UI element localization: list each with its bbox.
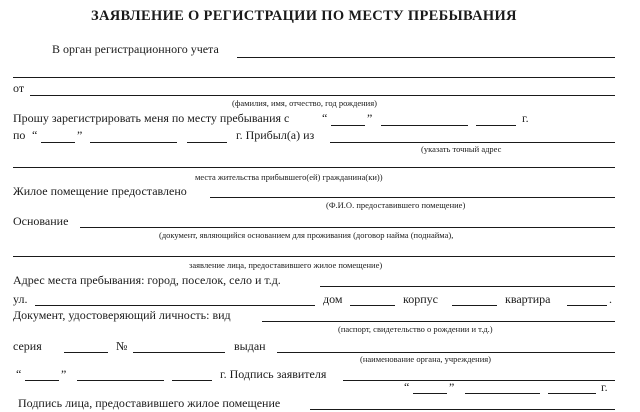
applicant-signature-label: г. Подпись заявителя [220, 367, 327, 381]
applicant-year-field[interactable] [172, 380, 212, 381]
stay-address-label: Адрес места пребывания: город, поселок, село и т.д. [13, 273, 281, 287]
issued-by-caption: (наименование органа, учреждения) [360, 354, 492, 364]
quote-open-2: “ [32, 128, 38, 142]
from-month-field[interactable] [381, 125, 468, 126]
form-title: ЗАЯВЛЕНИЕ О РЕГИСТРАЦИИ ПО МЕСТУ ПРЕБЫВАНИЯ [91, 8, 517, 24]
basis-caption: (документ, являющийся основанием для проживания (договор найма (поднайма), [159, 230, 454, 240]
apartment-field[interactable] [567, 305, 607, 306]
basis-field[interactable] [80, 227, 615, 228]
organ-field-continued[interactable] [13, 77, 615, 78]
quote-close-4: ” [449, 380, 455, 394]
to-day-field[interactable] [41, 142, 75, 143]
request-label: Прошу зарегистрировать меня по месту пребывания с [13, 111, 290, 125]
applicant-name-field[interactable] [30, 95, 615, 96]
number-field[interactable] [133, 352, 225, 353]
quote-open-3: “ [16, 367, 22, 381]
house-field[interactable] [350, 305, 395, 306]
quote-close-3: ” [61, 367, 67, 381]
quote-open-4: “ [404, 380, 410, 394]
housing-provider-field[interactable] [210, 197, 615, 198]
issued-label: выдан [234, 339, 266, 353]
from-label: от [13, 81, 25, 95]
organ-label: В орган регистрационного учета [52, 42, 219, 56]
apartment-period: . [609, 292, 612, 306]
applicant-signature-field[interactable] [343, 380, 615, 381]
organ-field[interactable] [237, 57, 615, 58]
series-label: серия [13, 339, 42, 353]
year-suffix: г. [522, 111, 529, 125]
applicant-month-field[interactable] [77, 380, 164, 381]
house-label: дом [323, 292, 343, 306]
basis-caption-continued: заявление лица, предоставившего жилое помещение) [189, 260, 383, 270]
to-month-field[interactable] [90, 142, 177, 143]
number-sign: № [116, 339, 128, 353]
previous-residence-caption: места жительства прибывшего(ей) гражданина(ки)) [195, 172, 383, 182]
id-doc-type-field[interactable] [262, 321, 615, 322]
address-caption: (указать точный адрес [421, 144, 502, 154]
quote-open: “ [322, 111, 328, 125]
issued-by-field[interactable] [277, 352, 615, 353]
to-year-field[interactable] [187, 142, 227, 143]
from-day-field[interactable] [331, 125, 365, 126]
provider-year-suffix: г. [601, 380, 608, 394]
building-field[interactable] [452, 305, 497, 306]
arrived-label: г. Прибыл(а) из [236, 128, 315, 142]
quote-close: ” [367, 111, 373, 125]
from-year-field[interactable] [476, 125, 516, 126]
housing-provider-caption: (Ф.И.О. предоставившего помещение) [326, 200, 466, 210]
building-label: корпус [403, 292, 438, 306]
arrived-from-field[interactable] [330, 142, 615, 143]
applicant-day-field[interactable] [25, 380, 59, 381]
id-doc-caption: (паспорт, свидетельство о рождении и т.д.) [338, 324, 493, 334]
provider-day-field[interactable] [413, 393, 447, 394]
street-field[interactable] [35, 305, 315, 306]
apartment-label: квартира [505, 292, 551, 306]
street-label: ул. [13, 292, 28, 306]
applicant-name-caption: (фамилия, имя, отчество, год рождения) [232, 98, 377, 108]
quote-close-2: ” [77, 128, 83, 142]
provider-year-field[interactable] [548, 393, 596, 394]
to-label: по [13, 128, 26, 142]
stay-locality-field[interactable] [320, 286, 615, 287]
provider-signature-field[interactable] [310, 409, 615, 410]
previous-address-field[interactable] [13, 167, 615, 168]
basis-label: Основание [13, 214, 69, 228]
basis-field-continued[interactable] [13, 256, 615, 257]
series-field[interactable] [64, 352, 108, 353]
provider-signature-label: Подпись лица, предоставившего жилое помещение [18, 396, 281, 410]
id-doc-label: Документ, удостоверяющий личность: вид [13, 308, 231, 322]
provider-month-field[interactable] [465, 393, 540, 394]
housing-label: Жилое помещение предоставлено [13, 184, 187, 198]
